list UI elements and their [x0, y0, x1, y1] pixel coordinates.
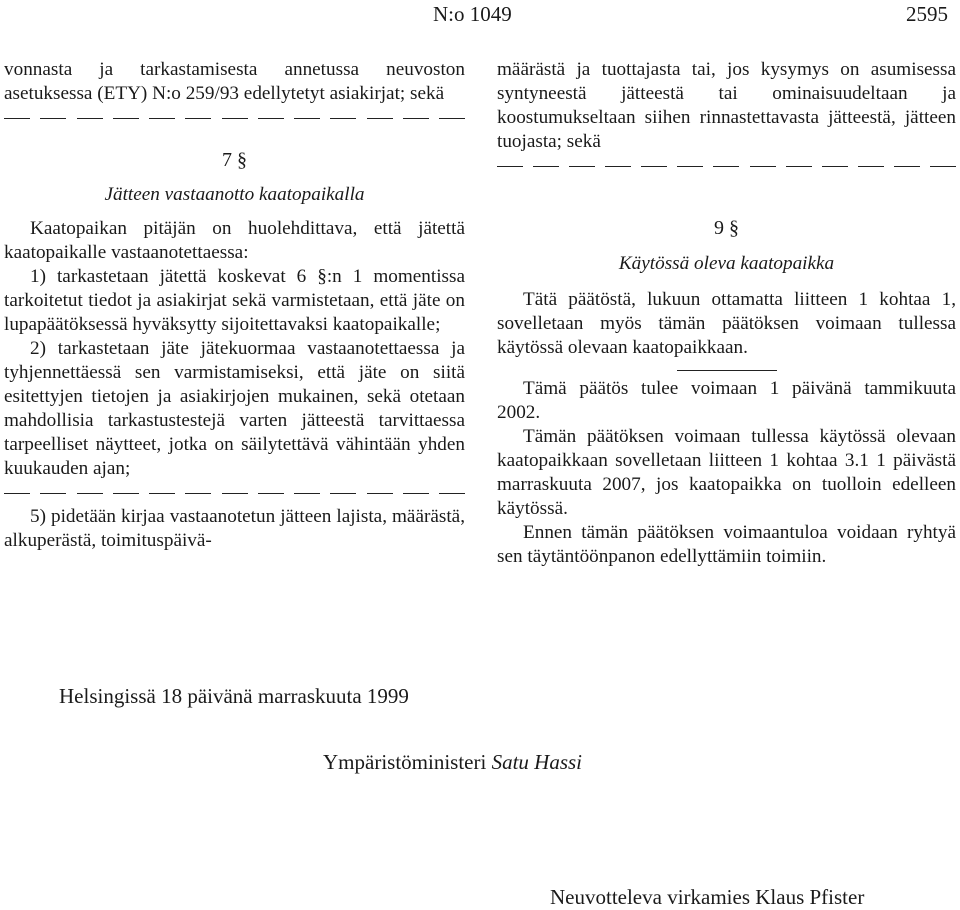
right-column: [497, 58, 956, 569]
minister-signature: [323, 749, 582, 775]
paragraph: Tämä päätös tulee voimaan 1 päivänä tammikuuta 2002.: [497, 378, 956, 423]
list-item: 1) tarkastetaan jätettä koskevat 6 §:n 1 momentissa tarkoitetut tiedot ja asiakirjat sekä varmistetaan, että jäte on lupapäätöksessä hyväksytty sijoitettavaksi kaatopaikalle;: [4, 266, 465, 335]
section-number: 9 §: [714, 217, 739, 239]
paragraph: Kaatopaikan pitäjän on huolehdittava, että jätettä kaatopaikalle vastaanotettaessa:: [4, 218, 465, 263]
page-number: 2595: [906, 2, 948, 26]
paragraph: Tämän päätöksen voimaan tullessa käytössä olevaan kaatopaikkaan sovelletaan liitteen 1 kohtaa 3.1 1 päivästä marraskuuta 2007, jos kaatopaikka on tuolloin edelleen käytössä.: [497, 426, 956, 519]
left-column: [4, 58, 465, 553]
minister-title: Ympäristöministeri: [323, 750, 487, 774]
list-item: 2) tarkastetaan jäte jätekuormaa vastaanotettaessa ja tyhjennettäessä sen varmistamiseksi, että jäte on siitä esitettyjen tietojen ja asiakirjojen mukainen, sekä otetaan mahdollisia tarkastustestejä varten jätteestä tarvittaessa tarpeelliset näytteet, jotka on säilytettävä vähintään yhden kuukauden ajan;: [4, 338, 465, 479]
section-number: 7 §: [222, 149, 247, 171]
section-heading: Jätteen vastaanotto kaatopaikalla: [104, 184, 365, 205]
series-number: N:o 1049: [433, 2, 512, 26]
place-date: Helsingissä 18 päivänä marraskuuta 1999: [59, 684, 409, 708]
minister-name: Satu Hassi: [491, 750, 583, 774]
omission-dashes: [4, 106, 465, 130]
omission-dashes: [497, 154, 956, 178]
paragraph: vonnasta ja tarkastamisesta annetussa neuvoston asetuksessa (ETY) N:o 259/93 edellytetyt asiakirjat; sekä: [4, 59, 465, 104]
paragraph: Ennen tämän päätöksen voimaantuloa voidaan ryhtyä sen täytäntöönpanon edellyttämiin toimiin.: [497, 522, 956, 567]
divider: [677, 370, 777, 371]
paragraph: määrästä ja tuottajasta tai, jos kysymys on asumisessa syntyneestä jätteestä tai ominaisuudeltaan ja koostumukseltaan siihen rinnastettavasta jätteestä, jätteen tuojasta; sekä: [497, 59, 956, 152]
list-item: 5) pidetään kirjaa vastaanotetun jätteen lajista, määrästä, alkuperästä, toimituspäivä-: [4, 506, 465, 551]
omission-dashes: [4, 481, 465, 505]
paragraph: Tätä päätöstä, lukuun ottamatta liitteen 1 kohtaa 1, sovelletaan myös tämän päätöksen voimaan tullessa käytössä olevaan kaatopaikkaan.: [497, 289, 956, 358]
official-signature: Neuvotteleva virkamies Klaus Pfister: [550, 885, 865, 909]
section-heading: Käytössä oleva kaatopaikka: [618, 253, 835, 274]
